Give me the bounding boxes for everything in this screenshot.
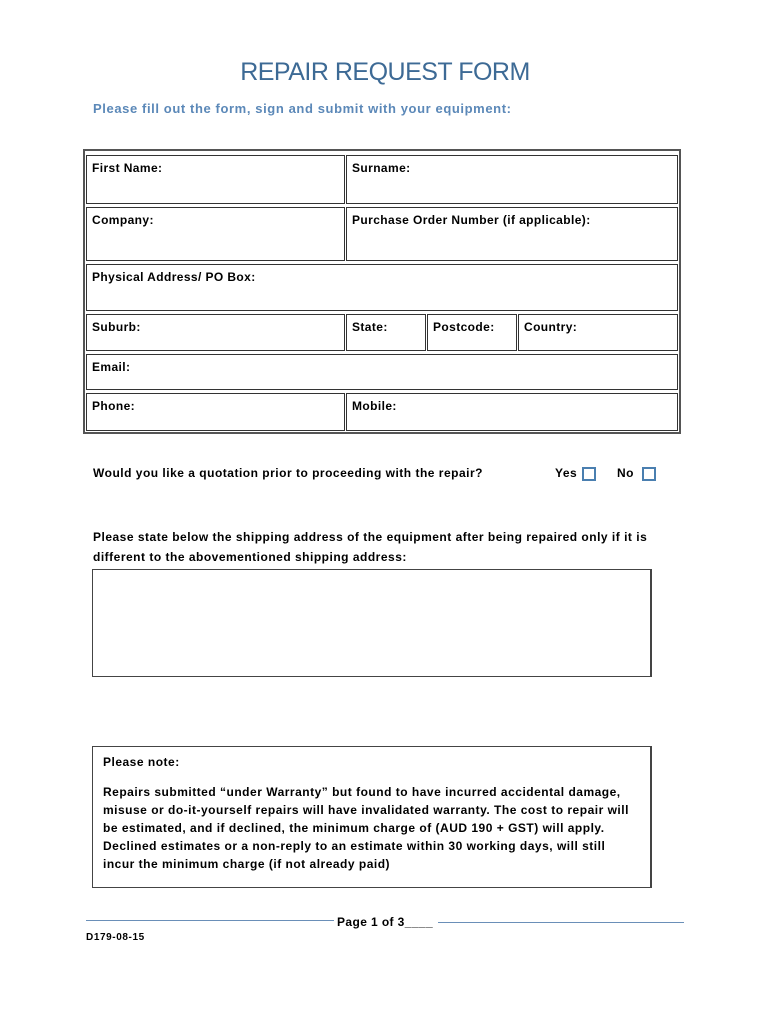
purchase-order-field[interactable] xyxy=(346,207,678,261)
shipping-address-input[interactable] xyxy=(92,569,652,677)
quotation-yes-label: Yes xyxy=(555,466,578,480)
country-field[interactable] xyxy=(518,314,678,351)
shipping-instructions: Please state below the shipping address of the equipment after being repaired only if it is different to the abovementioned shipping address: xyxy=(93,530,648,564)
quotation-no-label: No xyxy=(617,466,634,480)
purchase-order-label: Purchase Order Number (if applicable): xyxy=(352,213,591,227)
physical-address-field[interactable] xyxy=(86,264,678,311)
surname-label: Surname: xyxy=(352,161,411,175)
mobile-label: Mobile: xyxy=(352,399,397,413)
email-label: Email: xyxy=(92,360,131,374)
footer-divider-right xyxy=(438,922,684,923)
country-label: Country: xyxy=(524,320,578,334)
quotation-question: Would you like a quotation prior to proceeding with the repair? xyxy=(93,466,483,480)
company-field[interactable] xyxy=(86,207,345,261)
state-field[interactable] xyxy=(346,314,426,351)
page-number: Page 1 of 3____ xyxy=(337,915,434,929)
note-body: Repairs submitted “under Warranty” but found to have incurred accidental damage, misuse or do-it-yourself repairs will have invalidated warranty. The cost to repair will be estimated, and if declined, the minimum charge of (AUD 190 + GST) will apply. Declined estimates or a non-reply to an estimate within 30 working days, will still incur the minimum charge (if not already paid) xyxy=(103,785,629,871)
company-label: Company: xyxy=(92,213,154,227)
suburb-field[interactable] xyxy=(86,314,345,351)
note-box xyxy=(92,746,652,888)
note-heading: Please note: xyxy=(103,755,180,769)
surname-field[interactable] xyxy=(346,155,678,204)
document-code: D179-08-15 xyxy=(86,932,145,943)
phone-label: Phone: xyxy=(92,399,136,413)
state-label: State: xyxy=(352,320,388,334)
email-field[interactable] xyxy=(86,354,678,390)
suburb-label: Suburb: xyxy=(92,320,141,334)
footer-divider-left xyxy=(86,920,334,921)
postcode-field[interactable] xyxy=(427,314,517,351)
physical-address-label: Physical Address/ PO Box: xyxy=(92,270,256,284)
mobile-field[interactable] xyxy=(346,393,678,431)
form-title: REPAIR REQUEST FORM xyxy=(240,58,530,86)
phone-field[interactable] xyxy=(86,393,345,431)
first-name-field[interactable] xyxy=(86,155,345,204)
first-name-label: First Name: xyxy=(92,161,163,175)
quotation-no-checkbox[interactable] xyxy=(642,467,656,481)
form-subtitle: Please fill out the form, sign and submit with your equipment: xyxy=(93,101,512,116)
quotation-yes-checkbox[interactable] xyxy=(582,467,596,481)
postcode-label: Postcode: xyxy=(433,320,495,334)
